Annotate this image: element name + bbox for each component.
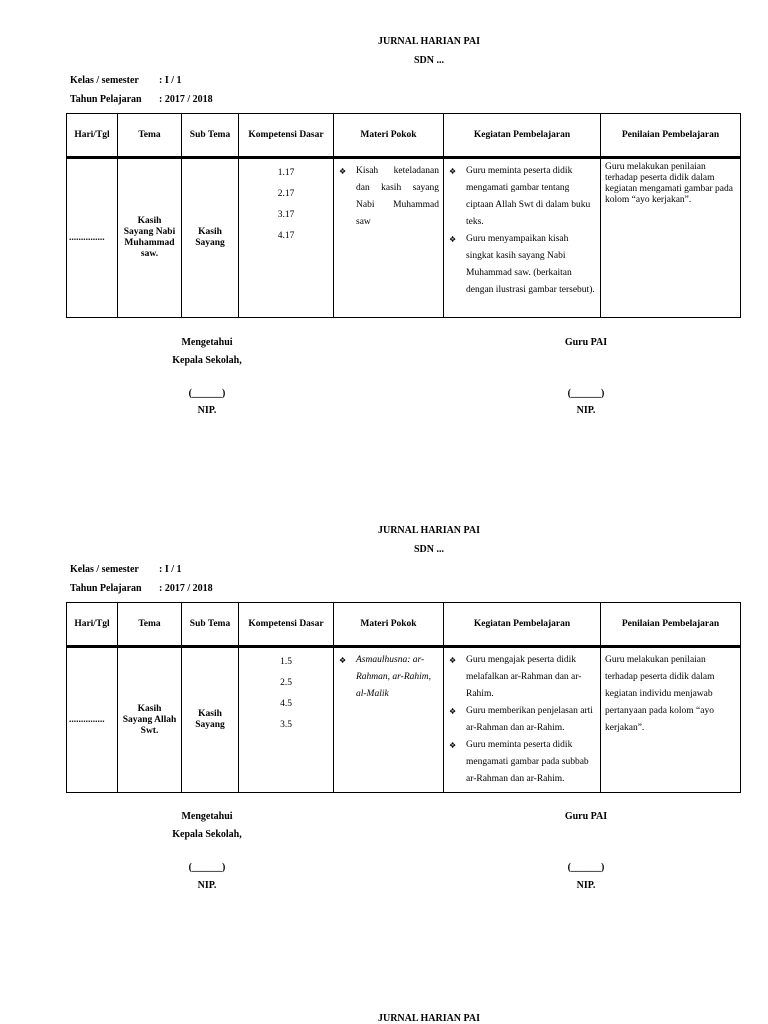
cell-kompetensi	[239, 647, 334, 793]
header-tema: Tema	[118, 114, 182, 158]
tahun-label: Tahun Pelajaran	[70, 94, 142, 105]
table-header-row	[67, 114, 741, 158]
cell-hari: ...............	[67, 158, 118, 318]
cell-hari: ...............	[67, 647, 118, 793]
kepala-nip: NIP.	[197, 405, 217, 416]
header-penilaian: Penilaian Pembelajaran	[601, 114, 741, 158]
journal-table	[66, 602, 741, 793]
kepala-name-blank: (______)	[188, 388, 226, 399]
header-hari: Hari/Tgl	[67, 114, 118, 158]
guru-nip: NIP.	[576, 880, 596, 891]
kd-item: 1.5	[280, 657, 292, 667]
cell-kompetensi	[239, 158, 334, 318]
cell-sub-tema: Kasih Sayang	[182, 158, 239, 318]
cell-sub-tema: Kasih Sayang	[182, 647, 239, 793]
header-kompetensi: Kompetensi Dasar	[239, 603, 334, 647]
kepala-name-blank: (______)	[188, 862, 226, 873]
mengetahui-label: Mengetahui	[181, 811, 233, 822]
journal-3-title: JURNAL HARIAN PAI	[377, 1013, 481, 1024]
cell-kegiatan	[444, 647, 601, 793]
kelas-value: : I / 1	[159, 564, 182, 575]
tahun-value: : 2017 / 2018	[159, 94, 213, 105]
kegiatan-item: ❖ Guru mengajak peserta didik melafalkan ar-Rahman dan ar-Rahim.	[448, 652, 596, 703]
kepala-label: Kepala Sekolah,	[172, 829, 242, 840]
guru-nip: NIP.	[576, 405, 596, 416]
header-penilaian: Penilaian Pembelajaran	[601, 603, 741, 647]
cell-tema: Kasih Sayang Nabi Muhammad saw.	[118, 158, 182, 318]
kepala-label: Kepala Sekolah,	[172, 355, 242, 366]
tahun-value: : 2017 / 2018	[159, 583, 213, 594]
cell-penilaian: Guru melakukan penilaian terhadap peserta didik dalam kegiatan individu menjawab pertanyaan pada kolom “ayo kerjakan”.	[601, 647, 741, 793]
kd-item: 4.5	[280, 699, 292, 709]
guru-label: Guru PAI	[564, 337, 608, 348]
cell-penilaian: Guru melakukan penilaian terhadap peserta didik dalam kegiatan mengamati gambar pada kolom “ayo kerjakan”.	[601, 158, 741, 318]
tahun-row	[70, 94, 213, 105]
materi-item: ❖ Kisah keteladanan dan kasih sayang Nabi Muhammad saw	[338, 163, 439, 231]
kelas-label: Kelas / semester	[70, 75, 139, 86]
header-hari: Hari/Tgl	[67, 603, 118, 647]
school-name: SDN ...	[413, 55, 444, 66]
journal-title: JURNAL HARIAN PAI	[377, 525, 481, 536]
kd-item: 1.17	[277, 168, 295, 178]
kegiatan-item: ❖ Guru meminta peserta didik mengamati gambar pada subbab ar-Rahman dan ar-Rahim.	[448, 737, 596, 788]
kd-item: 3.17	[277, 210, 295, 220]
kd-item: 3.5	[280, 720, 292, 730]
table-header-row	[67, 603, 741, 647]
kd-item: 4.17	[277, 231, 295, 241]
materi-text: Asmaulhusna: ar-Rahman, ar-Rahim, al-Malik	[356, 655, 432, 699]
header-materi: Materi Pokok	[334, 603, 444, 647]
cell-materi	[334, 647, 444, 793]
journal-title: JURNAL HARIAN PAI	[377, 36, 481, 47]
header-kegiatan: Kegiatan Pembelajaran	[444, 114, 601, 158]
kelas-row	[70, 564, 182, 575]
header-kegiatan: Kegiatan Pembelajaran	[444, 603, 601, 647]
kd-item: 2.17	[277, 189, 295, 199]
kegiatan-item: ❖ Guru memberikan penjelasan arti ar-Rahman dan ar-Rahim.	[448, 703, 596, 737]
tahun-label: Tahun Pelajaran	[70, 583, 142, 594]
kegiatan-item: ❖ Guru meminta peserta didik mengamati gambar tentang ciptaan Allah Swt di dalam buku teks.	[448, 163, 596, 231]
tahun-row	[70, 583, 213, 594]
materi-item	[338, 652, 439, 703]
guru-name-blank: (______)	[567, 388, 605, 399]
kepala-nip: NIP.	[197, 880, 217, 891]
cell-tema: Kasih Sayang Allah Swt.	[118, 647, 182, 793]
kelas-label: Kelas / semester	[70, 564, 139, 575]
mengetahui-label: Mengetahui	[181, 337, 233, 348]
journal-table	[66, 113, 741, 318]
table-row	[67, 158, 741, 318]
kd-item: 2.5	[280, 678, 292, 688]
header-kompetensi: Kompetensi Dasar	[239, 114, 334, 158]
header-sub-tema: Sub Tema	[182, 603, 239, 647]
guru-label: Guru PAI	[564, 811, 608, 822]
cell-materi	[334, 158, 444, 318]
header-sub-tema: Sub Tema	[182, 114, 239, 158]
kelas-value: : I / 1	[159, 75, 182, 86]
guru-name-blank: (______)	[567, 862, 605, 873]
header-materi: Materi Pokok	[334, 114, 444, 158]
table-row	[67, 647, 741, 793]
kelas-row	[70, 75, 182, 86]
kegiatan-item: ❖ Guru menyampaikan kisah singkat kasih sayang Nabi Muhammad saw. (berkaitan dengan ilustrasi gambar tersebut).	[448, 231, 596, 299]
cell-kegiatan	[444, 158, 601, 318]
header-tema: Tema	[118, 603, 182, 647]
school-name: SDN ...	[413, 544, 444, 555]
